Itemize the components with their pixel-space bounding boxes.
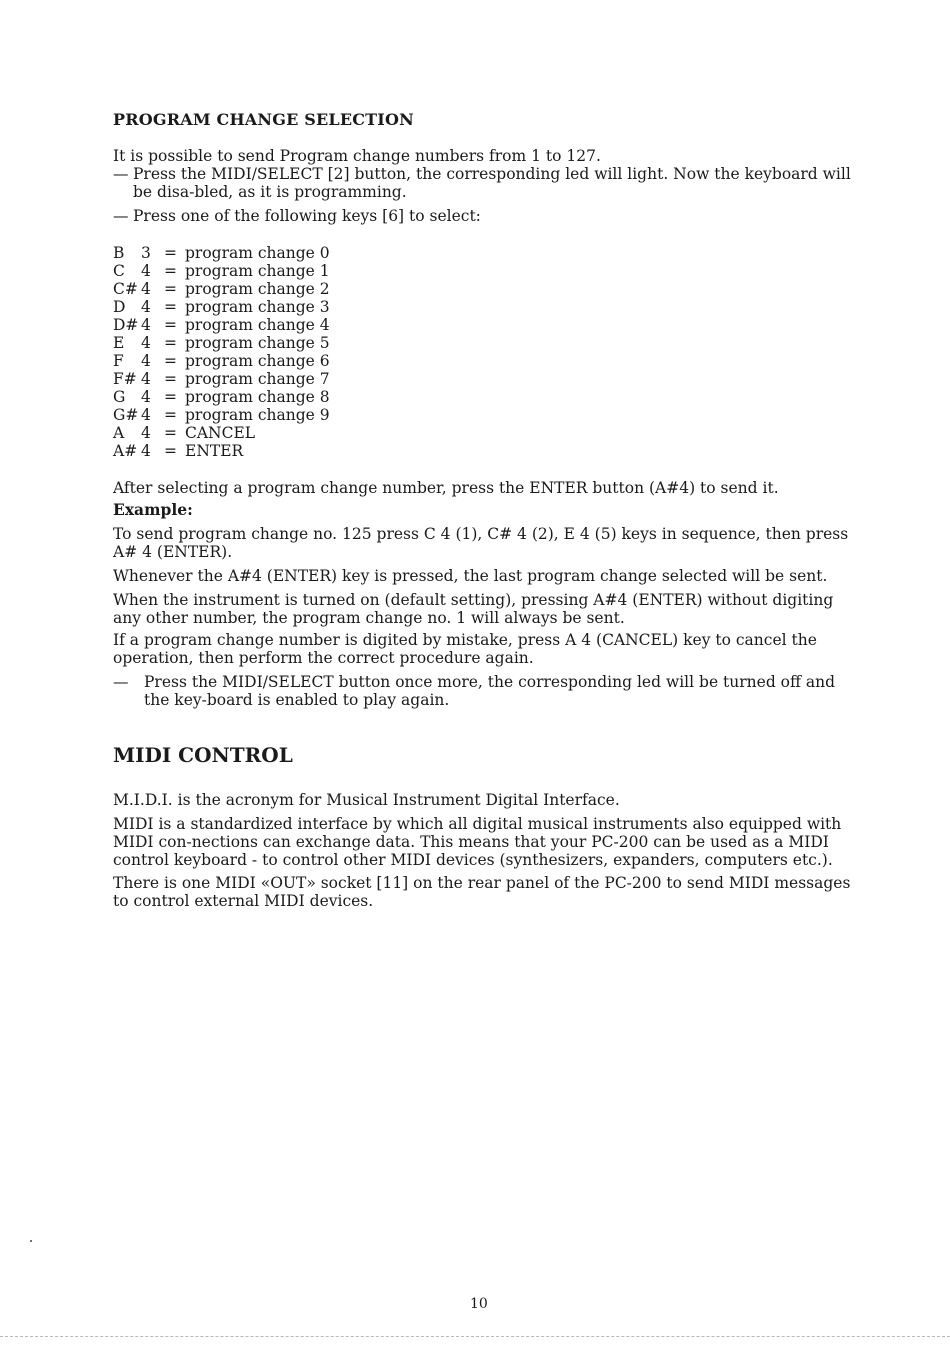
step-list-item — [113, 207, 863, 225]
midi-interface-paragraph: MIDI is a standardized interface by which all digital musical instruments also equipped with MIDI con-nections can exchange data. This means that your PC-200 can be used as a MIDI control keyboard - to control other MIDI devices (synthesizers, expanders, computers etc.). — [113, 815, 842, 869]
key-note: A# — [113, 442, 138, 460]
equals-sign: = — [164, 262, 177, 280]
key-octave: 4 — [141, 424, 151, 442]
scan-speck — [30, 1240, 32, 1242]
step-text: Press the MIDI/SELECT [2] button, the corresponding led will light. Now the keyboard will be disa-bled, as it is programming. — [133, 165, 851, 201]
key-octave: 4 — [141, 388, 151, 406]
key-note: G — [113, 388, 126, 406]
dash-marker: — — [113, 207, 129, 225]
key-function: program change 7 — [185, 370, 330, 388]
key-note: C — [113, 262, 125, 280]
key-octave: 4 — [141, 298, 151, 316]
key-mapping-row — [113, 424, 413, 442]
example-label: Example: — [113, 500, 193, 519]
dash-marker: — — [113, 673, 129, 691]
key-function: program change 6 — [185, 352, 330, 370]
equals-sign: = — [164, 244, 177, 262]
key-mapping-row — [113, 352, 413, 370]
mistake-paragraph: If a program change number is digited by mistake, press A 4 (CANCEL) key to cancel the operation, then perform the correct procedure again. — [113, 631, 817, 667]
midi-out-paragraph: There is one MIDI «OUT» socket [11] on the rear panel of the PC-200 to send MIDI messages to control external MIDI devices. — [113, 874, 851, 910]
midi-acronym-paragraph: M.I.D.I. is the acronym for Musical Instrument Digital Interface. — [113, 791, 620, 809]
key-octave: 4 — [141, 280, 151, 298]
key-octave: 4 — [141, 262, 151, 280]
key-mapping-row — [113, 244, 413, 262]
key-function: CANCEL — [185, 424, 256, 442]
equals-sign: = — [164, 316, 177, 334]
key-octave: 4 — [141, 406, 151, 424]
footer-rule — [0, 1336, 950, 1337]
key-function: program change 1 — [185, 262, 330, 280]
key-mapping-row — [113, 316, 413, 334]
key-note: D — [113, 298, 126, 316]
equals-sign: = — [164, 388, 177, 406]
key-note: G# — [113, 406, 139, 424]
key-function: program change 4 — [185, 316, 330, 334]
whenever-paragraph: Whenever the A#4 (ENTER) key is pressed, the last program change selected will be sent. — [113, 567, 828, 585]
key-mapping-row — [113, 298, 413, 316]
step-text: Press the MIDI/SELECT button once more, the corresponding led will be turned off and the key-board is enabled to play again. — [144, 673, 836, 709]
key-note: D# — [113, 316, 139, 334]
section-heading-program-change: PROGRAM CHANGE SELECTION — [113, 110, 414, 129]
step-list-item — [113, 673, 863, 709]
key-function: program change 3 — [185, 298, 330, 316]
equals-sign: = — [164, 298, 177, 316]
key-function: program change 8 — [185, 388, 330, 406]
key-octave: 4 — [141, 316, 151, 334]
key-octave: 3 — [141, 244, 151, 262]
key-function: program change 0 — [185, 244, 330, 262]
equals-sign: = — [164, 442, 177, 460]
example-paragraph: To send program change no. 125 press C 4 (1), C# 4 (2), E 4 (5) keys in sequence, then press A# 4 (ENTER). — [113, 525, 849, 561]
key-note: E — [113, 334, 125, 352]
equals-sign: = — [164, 280, 177, 298]
key-octave: 4 — [141, 352, 151, 370]
key-function: ENTER — [185, 442, 244, 460]
dash-marker: — — [113, 165, 129, 183]
default-paragraph: When the instrument is turned on (default setting), pressing A#4 (ENTER) without digiting any other number, the program change no. 1 will always be sent. — [113, 591, 834, 627]
key-note: F — [113, 352, 124, 370]
intro-paragraph: It is possible to send Program change numbers from 1 to 127. — [113, 147, 601, 165]
key-mapping-row — [113, 370, 413, 388]
key-note: A — [113, 424, 125, 442]
key-mapping-row — [113, 280, 413, 298]
key-mapping-row — [113, 262, 413, 280]
key-note: F# — [113, 370, 137, 388]
key-note: B — [113, 244, 125, 262]
key-mapping-row — [113, 334, 413, 352]
key-function: program change 2 — [185, 280, 330, 298]
section-heading-midi-control: MIDI CONTROL — [113, 743, 293, 767]
equals-sign: = — [164, 406, 177, 424]
key-octave: 4 — [141, 442, 151, 460]
key-function: program change 9 — [185, 406, 330, 424]
key-function: program change 5 — [185, 334, 330, 352]
key-octave: 4 — [141, 370, 151, 388]
equals-sign: = — [164, 334, 177, 352]
equals-sign: = — [164, 424, 177, 442]
equals-sign: = — [164, 370, 177, 388]
key-mapping-row — [113, 406, 413, 424]
key-mapping-table — [113, 244, 413, 460]
key-mapping-row — [113, 388, 413, 406]
step-list-item — [113, 165, 863, 201]
key-octave: 4 — [141, 334, 151, 352]
step-text: Press one of the following keys [6] to select: — [133, 207, 481, 225]
equals-sign: = — [164, 352, 177, 370]
after-paragraph: After selecting a program change number, press the ENTER button (A#4) to send it. — [113, 479, 779, 497]
page-number: 10 — [470, 1296, 488, 1312]
key-note: C# — [113, 280, 138, 298]
key-mapping-row — [113, 442, 413, 460]
